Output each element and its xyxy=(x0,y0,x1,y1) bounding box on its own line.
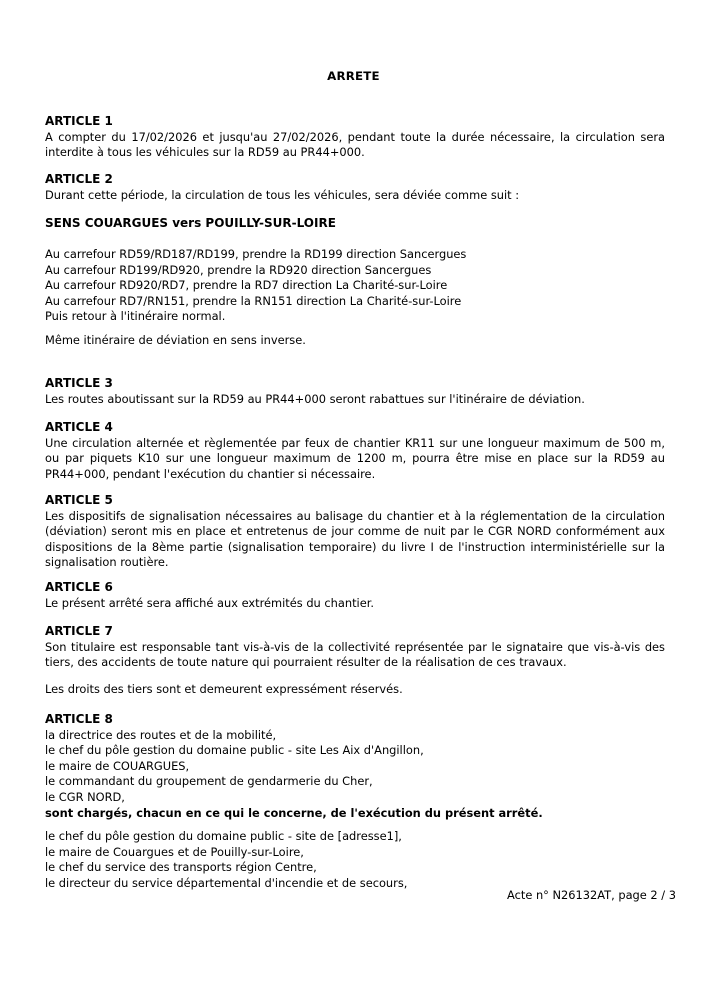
responsible-party: le chef du pôle gestion du domaine public - site Les Aix d'Angillon, xyxy=(45,743,424,758)
document-title: ARRETE xyxy=(327,69,380,83)
article-1-heading: ARTICLE 1 xyxy=(45,114,113,128)
article-3 xyxy=(45,376,665,407)
deviation-steps xyxy=(45,247,665,325)
recipient: le directeur du service départemental d'incendie et de secours, xyxy=(45,875,408,890)
deviation-inverse xyxy=(45,333,665,349)
third-party-rights xyxy=(45,682,665,698)
article-6-heading: ARTICLE 6 xyxy=(45,580,113,594)
responsible-party: le commandant du groupement de gendarmerie du Cher, xyxy=(45,774,373,789)
article-8-heading: ARTICLE 8 xyxy=(45,712,113,726)
article-3-text: Les routes aboutissant sur la RD59 au PR44+000 seront rabattues sur l'itinéraire de déviation. xyxy=(45,391,585,406)
deviation-step: Puis retour à l'itinéraire normal. xyxy=(45,309,226,324)
deviation-direction-heading: SENS COUARGUES vers POUILLY-SUR-LOIRE xyxy=(45,216,336,230)
article-6 xyxy=(45,580,665,611)
recipient: le chef du service des transports région Centre, xyxy=(45,860,317,875)
article-2 xyxy=(45,172,665,203)
article-4 xyxy=(45,420,665,482)
article-1-text: A compter du 17/02/2026 et jusqu'au 27/02/2026, pendant toute la durée nécessaire, la circulation sera interdite à tous les véhicules sur la RD59 au PR44+000. xyxy=(45,129,665,160)
article-4-heading: ARTICLE 4 xyxy=(45,420,113,434)
article-2-heading: ARTICLE 2 xyxy=(45,172,113,186)
recipient: le maire de Couargues et de Pouilly-sur-Loire, xyxy=(45,844,304,859)
page-footer: Acte n° N26132AT, page 2 / 3 xyxy=(507,888,676,902)
article-7-text: Son titulaire est responsable tant vis-à-vis de la collectivité représentée par le signataire que vis-à-vis des tiers, des accidents de toute nature qui pourraient résulter de la réalisation de ces travaux. xyxy=(45,639,665,670)
article-7 xyxy=(45,624,665,671)
article-5-text: Les dispositifs de signalisation nécessaires au balisage du chantier et à la réglementation de la circulation (déviation) seront mis en place et entretenus de jour comme de nuit par le CGR NORD conformément aux dispositions de la 8ème partie (signalisation temporaire) du livre I de l'instruction interministérielle sur la signalisation routière. xyxy=(45,508,665,570)
article-1 xyxy=(45,114,665,161)
article-6-text: Le présent arrêté sera affiché aux extrémités du chantier. xyxy=(45,595,374,610)
deviation-step: Au carrefour RD199/RD920, prendre la RD920 direction Sancergues xyxy=(45,262,432,277)
third-party-rights-text: Les droits des tiers sont et demeurent expressément réservés. xyxy=(45,682,403,696)
article-5 xyxy=(45,493,665,571)
article-2-text: Durant cette période, la circulation de tous les véhicules, sera déviée comme suit : xyxy=(45,187,520,202)
deviation-step: Au carrefour RD59/RD187/RD199, prendre la RD199 direction Sancergues xyxy=(45,247,467,261)
article-7-heading: ARTICLE 7 xyxy=(45,624,113,638)
responsible-party: la directrice des routes et de la mobilité, xyxy=(45,727,277,742)
article-8 xyxy=(45,712,665,821)
deviation-direction xyxy=(45,216,665,232)
copy-recipients xyxy=(45,829,665,891)
article-4-text: Une circulation alternée et règlementée par feux de chantier KR11 sur une longueur maximum de 500 m, ou par piquets K10 sur une longueur maximum de 1200 m, pourra être mise en place sur la RD59 au PR44+000, pendant l'exécution du chantier si nécessaire. xyxy=(45,435,665,481)
responsible-party: le CGR NORD, xyxy=(45,789,125,804)
deviation-inverse-text: Même itinéraire de déviation en sens inverse. xyxy=(45,333,306,347)
deviation-step: Au carrefour RD7/RN151, prendre la RN151 direction La Charité-sur-Loire xyxy=(45,293,462,308)
responsible-party: le maire de COUARGUES, xyxy=(45,758,190,773)
recipient: le chef du pôle gestion du domaine public - site de [adresse1], xyxy=(45,829,402,843)
article-5-heading: ARTICLE 5 xyxy=(45,493,113,507)
execution-charge: sont chargés, chacun en ce qui le concerne, de l'exécution du présent arrêté. xyxy=(45,805,543,820)
article-3-heading: ARTICLE 3 xyxy=(45,376,113,390)
deviation-step: Au carrefour RD920/RD7, prendre la RD7 direction La Charité-sur-Loire xyxy=(45,278,448,293)
